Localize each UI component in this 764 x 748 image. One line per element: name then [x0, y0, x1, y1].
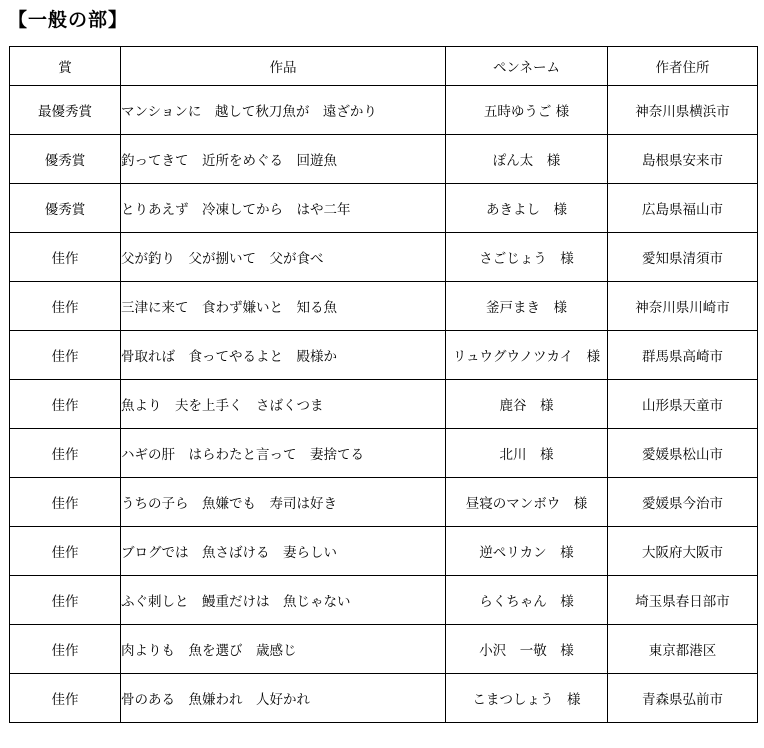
table-row	[10, 576, 758, 625]
work-cell: 三津に来て 食わず嫌いと 知る魚	[121, 282, 446, 331]
section-title: 【一般の部】	[8, 9, 129, 31]
address-cell: 愛媛県今治市	[608, 478, 758, 527]
address-cell: 広島県福山市	[608, 184, 758, 233]
work-cell: とりあえず 冷凍してから はや二年	[121, 184, 446, 233]
penname-cell: 鹿谷 様	[446, 380, 608, 429]
address-cell: 群馬県高崎市	[608, 331, 758, 380]
award-cell: 優秀賞	[10, 184, 121, 233]
address-cell: 神奈川県川崎市	[608, 282, 758, 331]
work-cell: 父が釣り 父が捌いて 父が食べ	[121, 233, 446, 282]
awards-body	[10, 86, 758, 723]
award-cell: 佳作	[10, 429, 121, 478]
award-cell: 優秀賞	[10, 135, 121, 184]
work-cell: 魚より 夫を上手く さばくつま	[121, 380, 446, 429]
award-cell: 佳作	[10, 674, 121, 723]
address-cell: 東京都港区	[608, 625, 758, 674]
award-cell: 佳作	[10, 331, 121, 380]
table-row	[10, 674, 758, 723]
penname-cell: 逆ペリカン 様	[446, 527, 608, 576]
award-cell: 佳作	[10, 380, 121, 429]
address-cell: 島根県安来市	[608, 135, 758, 184]
penname-cell: あきよし 様	[446, 184, 608, 233]
work-cell: ハギの肝 はらわたと言って 妻捨てる	[121, 429, 446, 478]
address-cell: 神奈川県横浜市	[608, 86, 758, 135]
penname-cell: ぽん太 様	[446, 135, 608, 184]
header-penname: ペンネーム	[446, 47, 608, 86]
header-row	[10, 47, 758, 86]
penname-cell: 北川 様	[446, 429, 608, 478]
penname-cell: リュウグウノツカイ 様	[446, 331, 608, 380]
table-row	[10, 86, 758, 135]
award-cell: 佳作	[10, 233, 121, 282]
award-cell: 最優秀賞	[10, 86, 121, 135]
penname-cell: 小沢 一敬 様	[446, 625, 608, 674]
work-cell: うちの子ら 魚嫌でも 寿司は好き	[121, 478, 446, 527]
address-cell: 青森県弘前市	[608, 674, 758, 723]
address-cell: 愛媛県松山市	[608, 429, 758, 478]
penname-cell: 昼寝のマンボウ 様	[446, 478, 608, 527]
award-cell: 佳作	[10, 576, 121, 625]
table-row	[10, 282, 758, 331]
table-row	[10, 233, 758, 282]
award-cell: 佳作	[10, 282, 121, 331]
table-row	[10, 625, 758, 674]
header-award: 賞	[10, 47, 121, 86]
table-row	[10, 527, 758, 576]
work-cell: 骨のある 魚嫌われ 人好かれ	[121, 674, 446, 723]
address-cell: 愛知県清須市	[608, 233, 758, 282]
awards-table	[9, 46, 758, 723]
table-row	[10, 135, 758, 184]
work-cell: マンションに 越して秋刀魚が 遠ざかり	[121, 86, 446, 135]
table-row	[10, 380, 758, 429]
penname-cell: こまつしょう 様	[446, 674, 608, 723]
address-cell: 埼玉県春日部市	[608, 576, 758, 625]
penname-cell: さごじょう 様	[446, 233, 608, 282]
address-cell: 大阪府大阪市	[608, 527, 758, 576]
award-cell: 佳作	[10, 625, 121, 674]
work-cell: ふぐ刺しと 鰻重だけは 魚じゃない	[121, 576, 446, 625]
table-row	[10, 429, 758, 478]
penname-cell: 釜戸まき 様	[446, 282, 608, 331]
table-row	[10, 478, 758, 527]
award-cell: 佳作	[10, 478, 121, 527]
header-work: 作品	[121, 47, 446, 86]
penname-cell: 五時ゆうご 様	[446, 86, 608, 135]
header-address: 作者住所	[608, 47, 758, 86]
work-cell: 骨取れば 食ってやるよと 殿様か	[121, 331, 446, 380]
work-cell: ブログでは 魚さばける 妻らしい	[121, 527, 446, 576]
penname-cell: らくちゃん 様	[446, 576, 608, 625]
work-cell: 肉よりも 魚を選び 歳感じ	[121, 625, 446, 674]
address-cell: 山形県天童市	[608, 380, 758, 429]
work-cell: 釣ってきて 近所をめぐる 回遊魚	[121, 135, 446, 184]
table-row	[10, 331, 758, 380]
award-cell: 佳作	[10, 527, 121, 576]
table-row	[10, 184, 758, 233]
